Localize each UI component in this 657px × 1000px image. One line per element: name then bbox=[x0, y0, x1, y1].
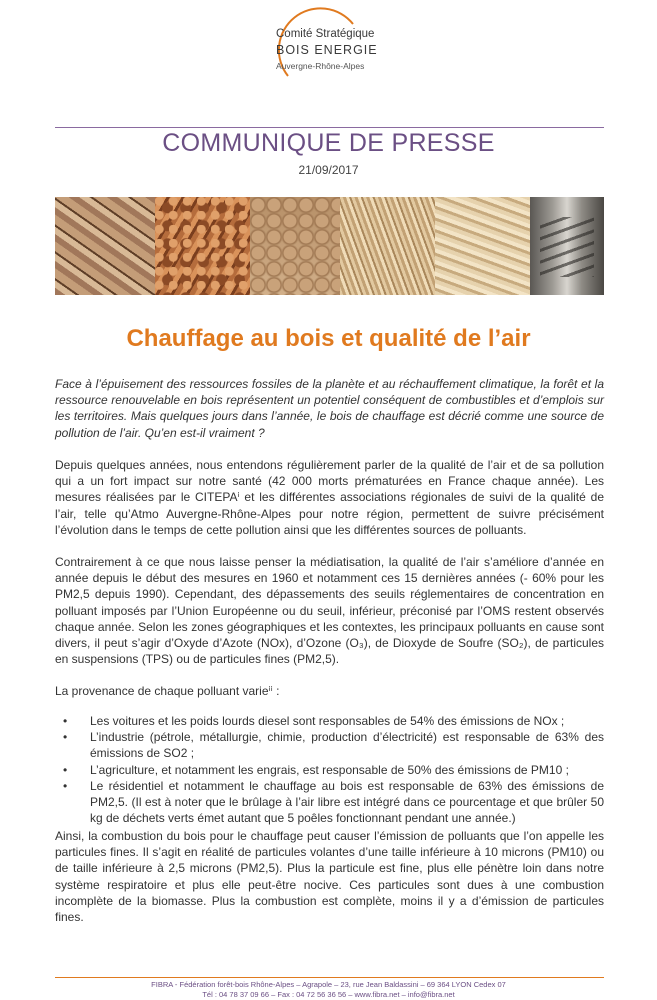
banner-auger-photo bbox=[530, 197, 604, 295]
paragraph-fine-particles: Ainsi, la combustion du bois pour le chauffage peut causer l’émission de polluants que l’on appelle les particules fines. Il s’agit en réalité de particules volantes d’une taille inférieure à 10 microns (PM10) ou de taille inférieure à 2,5 microns (PM2,5). Plus la particule est fine, plus elle pénètre loin dans notre système respiratoire et plus elle peut-être nocive. Ces particules sont dues à une combustion incomplète de la biomasse. Plus la combustion est complète, moins il y a d’émission de particules fines. bbox=[55, 829, 604, 925]
logo-line-1: Comité Stratégique bbox=[276, 28, 375, 40]
committee-logo bbox=[258, 6, 408, 82]
release-date: 21/09/2017 bbox=[298, 163, 359, 177]
intro-paragraph: Face à l’épuisement des ressources fossiles de la planète et au réchauffement climatique, la forêt et la ressource renouvelable en bois représentent un potentiel conséquent de combustibles et d’emplois sur les territoires. Mais quelques jours dans l’année, le bois de chauffage est décrié comme une source de pollution de l’air. Qu’en est-il vraiment ? bbox=[55, 377, 604, 440]
list-item: • L’agriculture, et notamment les engrais, est responsable de 50% des émissions de PM10 ; bbox=[55, 762, 604, 778]
paragraph-air-quality: Depuis quelques années, nous entendons régulièrement parler de la qualité de l’air et de sa pollution qui a un fort impact sur notre santé (42 000 morts prématurées en France chaque année). Les mesures réalisées par le CITEPAⁱ et les différentes associations régionales de suivi de la qualité de l’air, telle qu’Atmo Auvergne-Rhône-Alpes pour notre région, permettent de suivre précisément l’évolution dans le temps de cette pollution ainsi que les différentes sources de polluants. bbox=[55, 458, 604, 537]
footer-address: FIBRA - Fédération forêt-bois Rhône-Alpes – Agrapole – 23, rue Jean Baldassini – 69 364 LYON Cedex 07 bbox=[151, 980, 506, 989]
banner-pellets-photo bbox=[250, 197, 340, 295]
paragraph-pollutant-sources-intro: La provenance de chaque polluant varieⁱⁱ : bbox=[55, 684, 280, 698]
banner-logs-photo bbox=[55, 197, 155, 295]
footer-divider bbox=[55, 977, 604, 978]
press-release-title: COMMUNIQUE DE PRESSE bbox=[162, 129, 495, 157]
logo-line-3: Auvergne-Rhône-Alpes bbox=[276, 61, 365, 71]
logo-line-2: BOIS ENERGIE bbox=[276, 43, 378, 57]
pollutant-sources-list bbox=[55, 713, 604, 826]
banner-shavings-photo bbox=[340, 197, 435, 295]
article-headline: Chauffage au bois et qualité de l’air bbox=[126, 325, 531, 352]
header-divider bbox=[55, 127, 604, 128]
footer-contact: Tél : 04 78 37 09 66 – Fax : 04 72 56 36 56 – www.fibra.net – info@fibra.net bbox=[202, 990, 455, 999]
list-item: • Les voitures et les poids lourds diesel sont responsables de 54% des émissions de NOx ; bbox=[55, 713, 604, 729]
list-item: • L’industrie (pétrole, métallurgie, chimie, production d’électricité) est responsable de 63% des émissions de SO2 ; bbox=[55, 729, 604, 761]
wood-fuel-banner-image bbox=[55, 197, 604, 295]
list-item: • Le résidentiel et notamment le chauffage au bois est responsable de 63% des émissions de PM2,5. (Il est à noter que le brûlage à l’air libre est intégré dans ce pourcentage et que brûler 50 kg de déchets verts émet autant que 5 poêles fonctionnant pendant une année.) bbox=[55, 778, 604, 827]
banner-wood-chips-photo bbox=[155, 197, 250, 295]
banner-sawdust-photo bbox=[435, 197, 530, 295]
paragraph-pollution-trends: Contrairement à ce que nous laisse penser la médiatisation, la qualité de l’air s’améliore d’année en année depuis le début des mesures en 1960 et notamment ces 15 dernières années (- 60% pour les PM2,5 depuis 1990). Cependant, des dépassements des seuils réglementaires de concentration en polluant imposés par l’Union Européenne ou du seuil, inférieur, préconisé par l’OMS restent observés chaque année. Selon les zones géographiques et les contextes, les principaux polluants en cause sont divers, il peut s’agir d’Oxyde d’Azote (NOx), d’Ozone (O₃), de Dioxyde de Soufre (SO₂), de particules en suspensions (TPS) ou de particules fines (PM2,5). bbox=[55, 555, 604, 667]
